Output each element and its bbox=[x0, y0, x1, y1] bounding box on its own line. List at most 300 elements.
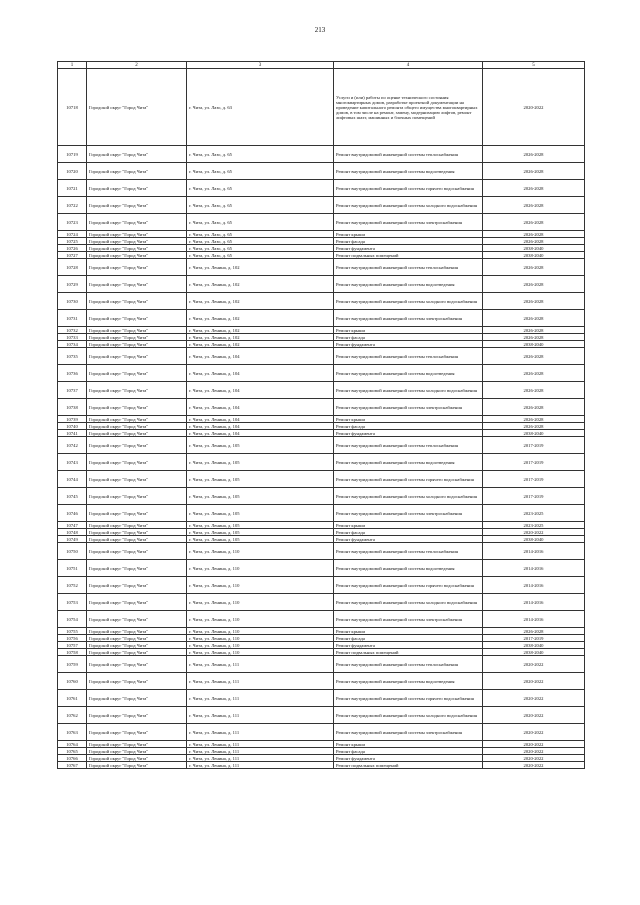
table-row bbox=[58, 252, 585, 259]
address-cell: г. Чита, ул. Ленина, д. 105 bbox=[187, 522, 334, 529]
address-cell: г. Чита, ул. Ленина, д. 110 bbox=[187, 642, 334, 649]
row-number: 10741 bbox=[58, 430, 87, 437]
table-row bbox=[58, 430, 585, 437]
work-type-cell: Ремонт фундамента bbox=[334, 341, 483, 348]
period-cell: 2023-2025 bbox=[483, 522, 585, 529]
municipality-cell: Городской округ "Город Чита" bbox=[87, 180, 187, 197]
work-type-cell: Ремонт фундамента bbox=[334, 536, 483, 543]
municipality-cell: Городской округ "Город Чита" bbox=[87, 423, 187, 430]
work-type-cell: Ремонт внутридомовой инженерной системы водоотведения bbox=[334, 365, 483, 382]
work-type-cell: Ремонт фундамента bbox=[334, 642, 483, 649]
address-cell: г. Чита, ул. Ленина, д. 110 bbox=[187, 594, 334, 611]
work-type-cell: Ремонт подвальных помещений bbox=[334, 762, 483, 769]
row-number: 10721 bbox=[58, 180, 87, 197]
period-cell: 2038-2040 bbox=[483, 430, 585, 437]
municipality-cell: Городской округ "Город Чита" bbox=[87, 252, 187, 259]
table-row bbox=[58, 399, 585, 416]
work-type-cell: Ремонт внутридомовой инженерной системы теплоснабжения bbox=[334, 437, 483, 454]
row-number: 10740 bbox=[58, 423, 87, 430]
period-cell: 2020-2022 bbox=[483, 748, 585, 755]
work-type-cell: Ремонт фасада bbox=[334, 238, 483, 245]
municipality-cell: Городской округ "Город Чита" bbox=[87, 594, 187, 611]
table-row bbox=[58, 594, 585, 611]
address-cell: г. Чита, ул. Ленина, д. 102 bbox=[187, 310, 334, 327]
work-type-cell: Ремонт внутридомовой инженерной системы водоотведения bbox=[334, 163, 483, 180]
work-type-cell: Ремонт внутридомовой инженерной системы водоотведения bbox=[334, 673, 483, 690]
address-cell: г. Чита, ул. Ленина, д. 102 bbox=[187, 341, 334, 348]
address-cell: г. Чита, ул. Ленина, д. 105 bbox=[187, 536, 334, 543]
address-cell: г. Чита, ул. Лазо, д. 65 bbox=[187, 252, 334, 259]
work-type-cell: Ремонт фундамента bbox=[334, 430, 483, 437]
table-row bbox=[58, 454, 585, 471]
work-type-cell: Ремонт фасада bbox=[334, 748, 483, 755]
period-cell: 2020-2022 bbox=[483, 656, 585, 673]
work-type-cell: Ремонт внутридомовой инженерной системы электроснабжения bbox=[334, 724, 483, 741]
table-row bbox=[58, 327, 585, 334]
table-row bbox=[58, 341, 585, 348]
row-number: 10734 bbox=[58, 341, 87, 348]
municipality-cell: Городской округ "Город Чита" bbox=[87, 673, 187, 690]
work-type-cell: Ремонт внутридомовой инженерной системы горячего водоснабжения bbox=[334, 180, 483, 197]
address-cell: г. Чита, ул. Лазо, д. 63 bbox=[187, 69, 334, 146]
period-cell: 2017-2019 bbox=[483, 488, 585, 505]
row-number: 10751 bbox=[58, 560, 87, 577]
table-row bbox=[58, 69, 585, 146]
municipality-cell: Городской округ "Город Чита" bbox=[87, 577, 187, 594]
period-cell: 2026-2028 bbox=[483, 197, 585, 214]
period-cell: 2026-2028 bbox=[483, 365, 585, 382]
period-cell: 2026-2028 bbox=[483, 327, 585, 334]
municipality-cell: Городской округ "Город Чита" bbox=[87, 611, 187, 628]
period-cell: 2017-2019 bbox=[483, 454, 585, 471]
table-row bbox=[58, 762, 585, 769]
table-row bbox=[58, 724, 585, 741]
table-row bbox=[58, 690, 585, 707]
table-row bbox=[58, 416, 585, 423]
work-type-cell: Ремонт внутридомовой инженерной системы горячего водоснабжения bbox=[334, 577, 483, 594]
address-cell: г. Чита, ул. Ленина, д. 104 bbox=[187, 365, 334, 382]
period-cell: 2026-2028 bbox=[483, 259, 585, 276]
row-number: 10746 bbox=[58, 505, 87, 522]
page-number: 213 bbox=[314, 26, 326, 34]
row-number: 10754 bbox=[58, 611, 87, 628]
work-type-cell: Ремонт внутридомовой инженерной системы водоотведения bbox=[334, 276, 483, 293]
address-cell: г. Чита, ул. Ленина, д. 102 bbox=[187, 259, 334, 276]
period-cell: 2020-2022 bbox=[483, 673, 585, 690]
address-cell: г. Чита, ул. Ленина, д. 111 bbox=[187, 762, 334, 769]
address-cell: г. Чита, ул. Ленина, д. 104 bbox=[187, 382, 334, 399]
row-number: 10759 bbox=[58, 656, 87, 673]
row-number: 10764 bbox=[58, 741, 87, 748]
municipality-cell: Городской округ "Город Чита" bbox=[87, 505, 187, 522]
table-row bbox=[58, 611, 585, 628]
table-row bbox=[58, 310, 585, 327]
address-cell: г. Чита, ул. Лазо, д. 65 bbox=[187, 180, 334, 197]
row-number: 10748 bbox=[58, 529, 87, 536]
row-number: 10720 bbox=[58, 163, 87, 180]
address-cell: г. Чита, ул. Ленина, д. 104 bbox=[187, 430, 334, 437]
row-number: 10767 bbox=[58, 762, 87, 769]
address-cell: г. Чита, ул. Ленина, д. 110 bbox=[187, 635, 334, 642]
municipality-cell: Городской округ "Город Чита" bbox=[87, 454, 187, 471]
address-cell: г. Чита, ул. Ленина, д. 105 bbox=[187, 505, 334, 522]
row-number: 10763 bbox=[58, 724, 87, 741]
table-row bbox=[58, 656, 585, 673]
address-cell: г. Чита, ул. Ленина, д. 102 bbox=[187, 293, 334, 310]
period-cell: 2026-2028 bbox=[483, 628, 585, 635]
row-number: 10732 bbox=[58, 327, 87, 334]
address-cell: г. Чита, ул. Ленина, д. 110 bbox=[187, 577, 334, 594]
municipality-cell: Городской округ "Город Чита" bbox=[87, 245, 187, 252]
municipality-cell: Городской округ "Город Чита" bbox=[87, 341, 187, 348]
table-row bbox=[58, 560, 585, 577]
table-row bbox=[58, 437, 585, 454]
work-type-cell: Ремонт внутридомовой инженерной системы теплоснабжения bbox=[334, 146, 483, 163]
table-row bbox=[58, 334, 585, 341]
row-number: 10765 bbox=[58, 748, 87, 755]
period-cell: 2038-2040 bbox=[483, 536, 585, 543]
work-type-cell: Ремонт внутридомовой инженерной системы горячего водоснабжения bbox=[334, 690, 483, 707]
period-cell: 2038-2040 bbox=[483, 649, 585, 656]
row-number: 10762 bbox=[58, 707, 87, 724]
municipality-cell: Городской округ "Город Чита" bbox=[87, 348, 187, 365]
row-number: 10761 bbox=[58, 690, 87, 707]
municipality-cell: Городской округ "Город Чита" bbox=[87, 197, 187, 214]
address-cell: г. Чита, ул. Ленина, д. 110 bbox=[187, 628, 334, 635]
municipality-cell: Городской округ "Город Чита" bbox=[87, 399, 187, 416]
address-cell: г. Чита, ул. Ленина, д. 105 bbox=[187, 529, 334, 536]
municipality-cell: Городской округ "Город Чита" bbox=[87, 310, 187, 327]
address-cell: г. Чита, ул. Ленина, д. 105 bbox=[187, 488, 334, 505]
table-row bbox=[58, 276, 585, 293]
work-type-cell: Ремонт внутридомовой инженерной системы теплоснабжения bbox=[334, 656, 483, 673]
address-cell: г. Чита, ул. Ленина, д. 111 bbox=[187, 755, 334, 762]
municipality-cell: Городской округ "Город Чита" bbox=[87, 649, 187, 656]
address-cell: г. Чита, ул. Лазо, д. 65 bbox=[187, 238, 334, 245]
municipality-cell: Городской округ "Город Чита" bbox=[87, 529, 187, 536]
period-cell: 2026-2028 bbox=[483, 348, 585, 365]
period-cell: 2014-2016 bbox=[483, 611, 585, 628]
municipality-cell: Городской округ "Город Чита" bbox=[87, 238, 187, 245]
municipality-cell: Городской округ "Город Чита" bbox=[87, 741, 187, 748]
table-row bbox=[58, 238, 585, 245]
table-row bbox=[58, 505, 585, 522]
address-cell: г. Чита, ул. Лазо, д. 65 bbox=[187, 245, 334, 252]
address-cell: г. Чита, ул. Ленина, д. 111 bbox=[187, 656, 334, 673]
address-cell: г. Чита, ул. Ленина, д. 104 bbox=[187, 423, 334, 430]
header-row bbox=[58, 62, 585, 69]
period-cell: 2038-2040 bbox=[483, 245, 585, 252]
period-cell: 2026-2028 bbox=[483, 423, 585, 430]
address-cell: г. Чита, ул. Лазо, д. 65 bbox=[187, 146, 334, 163]
row-number: 10755 bbox=[58, 628, 87, 635]
address-cell: г. Чита, ул. Ленина, д. 111 bbox=[187, 748, 334, 755]
address-cell: г. Чита, ул. Ленина, д. 104 bbox=[187, 416, 334, 423]
work-type-cell: Ремонт внутридомовой инженерной системы водоотведения bbox=[334, 560, 483, 577]
row-number: 10730 bbox=[58, 293, 87, 310]
municipality-cell: Городской округ "Город Чита" bbox=[87, 382, 187, 399]
address-cell: г. Чита, ул. Ленина, д. 110 bbox=[187, 560, 334, 577]
municipality-cell: Городской округ "Город Чита" bbox=[87, 656, 187, 673]
address-cell: г. Чита, ул. Ленина, д. 102 bbox=[187, 334, 334, 341]
municipality-cell: Городской округ "Город Чита" bbox=[87, 762, 187, 769]
row-number: 10722 bbox=[58, 197, 87, 214]
municipality-cell: Городской округ "Город Чита" bbox=[87, 724, 187, 741]
address-cell: г. Чита, ул. Ленина, д. 111 bbox=[187, 724, 334, 741]
municipality-cell: Городской округ "Город Чита" bbox=[87, 543, 187, 560]
table-row bbox=[58, 488, 585, 505]
table-row bbox=[58, 635, 585, 642]
address-cell: г. Чита, ул. Ленина, д. 105 bbox=[187, 437, 334, 454]
period-cell: 2014-2016 bbox=[483, 543, 585, 560]
table-row bbox=[58, 348, 585, 365]
municipality-cell: Городской округ "Город Чита" bbox=[87, 214, 187, 231]
municipality-cell: Городской округ "Город Чита" bbox=[87, 437, 187, 454]
work-type-cell: Ремонт внутридомовой инженерной системы электроснабжения bbox=[334, 399, 483, 416]
work-type-cell: Услуги и (или) работы по оценке технического состояния многоквартирных домов, разработке проектной документации на проведение капитального ремонта общего имущества многоквартирных домов, в том числе на ремонт, замену, модернизацию лифтов, ремонт лифтовых шахт, машинных и блочных помещений bbox=[334, 69, 483, 146]
period-cell: 2017-2019 bbox=[483, 471, 585, 488]
table-row bbox=[58, 163, 585, 180]
period-cell: 2026-2028 bbox=[483, 334, 585, 341]
column-header: 3 bbox=[187, 62, 334, 69]
municipality-cell: Городской округ "Город Чита" bbox=[87, 560, 187, 577]
work-type-cell: Ремонт фундамента bbox=[334, 755, 483, 762]
row-number: 10757 bbox=[58, 642, 87, 649]
work-type-cell: Ремонт крыши bbox=[334, 628, 483, 635]
table-row bbox=[58, 741, 585, 748]
table-row bbox=[58, 365, 585, 382]
row-number: 10723 bbox=[58, 214, 87, 231]
row-number: 10742 bbox=[58, 437, 87, 454]
period-cell: 2023-2025 bbox=[483, 505, 585, 522]
address-cell: г. Чита, ул. Ленина, д. 104 bbox=[187, 348, 334, 365]
work-type-cell: Ремонт внутридомовой инженерной системы холодного водоснабжения bbox=[334, 594, 483, 611]
municipality-cell: Городской округ "Город Чита" bbox=[87, 365, 187, 382]
table-row bbox=[58, 245, 585, 252]
work-type-cell: Ремонт внутридомовой инженерной системы теплоснабжения bbox=[334, 259, 483, 276]
municipality-cell: Городской округ "Город Чита" bbox=[87, 642, 187, 649]
table-row bbox=[58, 707, 585, 724]
address-cell: г. Чита, ул. Лазо, д. 65 bbox=[187, 163, 334, 180]
period-cell: 2026-2028 bbox=[483, 382, 585, 399]
period-cell: 2020-2022 bbox=[483, 741, 585, 748]
table-row bbox=[58, 293, 585, 310]
municipality-cell: Городской округ "Город Чита" bbox=[87, 259, 187, 276]
table-row bbox=[58, 628, 585, 635]
row-number: 10729 bbox=[58, 276, 87, 293]
period-cell: 2020-2022 bbox=[483, 724, 585, 741]
row-number: 10737 bbox=[58, 382, 87, 399]
table-row bbox=[58, 649, 585, 656]
address-cell: г. Чита, ул. Ленина, д. 110 bbox=[187, 611, 334, 628]
address-cell: г. Чита, ул. Лазо, д. 65 bbox=[187, 197, 334, 214]
period-cell: 2038-2040 bbox=[483, 341, 585, 348]
address-cell: г. Чита, ул. Ленина, д. 111 bbox=[187, 673, 334, 690]
table-row bbox=[58, 543, 585, 560]
municipality-cell: Городской округ "Город Чита" bbox=[87, 334, 187, 341]
work-type-cell: Ремонт внутридомовой инженерной системы электроснабжения bbox=[334, 505, 483, 522]
work-type-cell: Ремонт внутридомовой инженерной системы теплоснабжения bbox=[334, 543, 483, 560]
row-number: 10749 bbox=[58, 536, 87, 543]
period-cell: 2020-2022 bbox=[483, 69, 585, 146]
work-type-cell: Ремонт фасада bbox=[334, 529, 483, 536]
period-cell: 2017-2019 bbox=[483, 437, 585, 454]
address-cell: г. Чита, ул. Ленина, д. 110 bbox=[187, 649, 334, 656]
work-type-cell: Ремонт подвальных помещений bbox=[334, 649, 483, 656]
work-type-cell: Ремонт крыши bbox=[334, 231, 483, 238]
municipality-cell: Городской округ "Город Чита" bbox=[87, 327, 187, 334]
work-type-cell: Ремонт фасада bbox=[334, 635, 483, 642]
work-type-cell: Ремонт крыши bbox=[334, 327, 483, 334]
table-row bbox=[58, 471, 585, 488]
table-row bbox=[58, 231, 585, 238]
period-cell: 2026-2028 bbox=[483, 214, 585, 231]
period-cell: 2020-2022 bbox=[483, 707, 585, 724]
column-header: 2 bbox=[87, 62, 187, 69]
row-number: 10766 bbox=[58, 755, 87, 762]
row-number: 10738 bbox=[58, 399, 87, 416]
municipality-cell: Городской округ "Город Чита" bbox=[87, 416, 187, 423]
work-type-cell: Ремонт внутридомовой инженерной системы холодного водоснабжения bbox=[334, 707, 483, 724]
row-number: 10753 bbox=[58, 594, 87, 611]
table-row bbox=[58, 522, 585, 529]
work-type-cell: Ремонт внутридомовой инженерной системы холодного водоснабжения bbox=[334, 293, 483, 310]
period-cell: 2017-2019 bbox=[483, 635, 585, 642]
row-number: 10745 bbox=[58, 488, 87, 505]
period-cell: 2026-2028 bbox=[483, 276, 585, 293]
period-cell: 2020-2022 bbox=[483, 529, 585, 536]
work-type-cell: Ремонт внутридомовой инженерной системы холодного водоснабжения bbox=[334, 382, 483, 399]
address-cell: г. Чита, ул. Лазо, д. 65 bbox=[187, 214, 334, 231]
table-row bbox=[58, 755, 585, 762]
work-type-cell: Ремонт фасада bbox=[334, 334, 483, 341]
work-type-cell: Ремонт внутридомовой инженерной системы электроснабжения bbox=[334, 611, 483, 628]
municipality-cell: Городской округ "Город Чита" bbox=[87, 748, 187, 755]
row-number: 10725 bbox=[58, 238, 87, 245]
table-row bbox=[58, 673, 585, 690]
municipality-cell: Городской округ "Город Чита" bbox=[87, 628, 187, 635]
address-cell: г. Чита, ул. Ленина, д. 104 bbox=[187, 399, 334, 416]
row-number: 10724 bbox=[58, 231, 87, 238]
municipality-cell: Городской округ "Город Чита" bbox=[87, 276, 187, 293]
municipality-cell: Городской округ "Город Чита" bbox=[87, 536, 187, 543]
table-row bbox=[58, 180, 585, 197]
municipality-cell: Городской округ "Город Чита" bbox=[87, 522, 187, 529]
work-type-cell: Ремонт фундамента bbox=[334, 245, 483, 252]
period-cell: 2026-2028 bbox=[483, 180, 585, 197]
municipality-cell: Городской округ "Город Чита" bbox=[87, 293, 187, 310]
municipality-cell: Городской округ "Город Чита" bbox=[87, 69, 187, 146]
work-type-cell: Ремонт подвальных помещений bbox=[334, 252, 483, 259]
row-number: 10758 bbox=[58, 649, 87, 656]
table-row bbox=[58, 748, 585, 755]
address-cell: г. Чита, ул. Ленина, д. 105 bbox=[187, 454, 334, 471]
address-cell: г. Чита, ул. Ленина, д. 111 bbox=[187, 690, 334, 707]
row-number: 10752 bbox=[58, 577, 87, 594]
work-type-cell: Ремонт внутридомовой инженерной системы холодного водоснабжения bbox=[334, 197, 483, 214]
column-header: 4 bbox=[334, 62, 483, 69]
municipality-cell: Городской округ "Город Чита" bbox=[87, 755, 187, 762]
table-row bbox=[58, 642, 585, 649]
work-type-cell: Ремонт крыши bbox=[334, 416, 483, 423]
row-number: 10760 bbox=[58, 673, 87, 690]
work-type-cell: Ремонт фасада bbox=[334, 423, 483, 430]
period-cell: 2038-2040 bbox=[483, 642, 585, 649]
address-cell: г. Чита, ул. Ленина, д. 111 bbox=[187, 741, 334, 748]
municipality-cell: Городской округ "Город Чита" bbox=[87, 488, 187, 505]
work-type-cell: Ремонт внутридомовой инженерной системы водоотведения bbox=[334, 454, 483, 471]
municipality-cell: Городской округ "Город Чита" bbox=[87, 231, 187, 238]
row-number: 10719 bbox=[58, 146, 87, 163]
row-number: 10726 bbox=[58, 245, 87, 252]
period-cell: 2020-2022 bbox=[483, 690, 585, 707]
table-row bbox=[58, 577, 585, 594]
period-cell: 2026-2028 bbox=[483, 163, 585, 180]
municipality-cell: Городской округ "Город Чита" bbox=[87, 635, 187, 642]
address-cell: г. Чита, ул. Ленина, д. 110 bbox=[187, 543, 334, 560]
row-number: 10739 bbox=[58, 416, 87, 423]
table-row bbox=[58, 146, 585, 163]
row-number: 10750 bbox=[58, 543, 87, 560]
row-number: 10756 bbox=[58, 635, 87, 642]
table-row bbox=[58, 423, 585, 430]
address-cell: г. Чита, ул. Лазо, д. 65 bbox=[187, 231, 334, 238]
table-body bbox=[58, 62, 585, 769]
municipality-cell: Городской округ "Город Чита" bbox=[87, 163, 187, 180]
address-cell: г. Чита, ул. Ленина, д. 105 bbox=[187, 471, 334, 488]
period-cell: 2014-2016 bbox=[483, 594, 585, 611]
table-row bbox=[58, 382, 585, 399]
municipality-cell: Городской округ "Город Чита" bbox=[87, 707, 187, 724]
work-type-cell: Ремонт крыши bbox=[334, 522, 483, 529]
table-row bbox=[58, 529, 585, 536]
row-number: 10747 bbox=[58, 522, 87, 529]
period-cell: 2014-2016 bbox=[483, 560, 585, 577]
repair-schedule-table bbox=[57, 61, 585, 769]
row-number: 10733 bbox=[58, 334, 87, 341]
work-type-cell: Ремонт внутридомовой инженерной системы электроснабжения bbox=[334, 214, 483, 231]
table-row bbox=[58, 536, 585, 543]
address-cell: г. Чита, ул. Ленина, д. 102 bbox=[187, 276, 334, 293]
work-type-cell: Ремонт внутридомовой инженерной системы теплоснабжения bbox=[334, 348, 483, 365]
municipality-cell: Городской округ "Город Чита" bbox=[87, 430, 187, 437]
row-number: 10744 bbox=[58, 471, 87, 488]
row-number: 10718 bbox=[58, 69, 87, 146]
address-cell: г. Чита, ул. Ленина, д. 111 bbox=[187, 707, 334, 724]
period-cell: 2026-2028 bbox=[483, 416, 585, 423]
work-type-cell: Ремонт внутридомовой инженерной системы горячего водоснабжения bbox=[334, 471, 483, 488]
period-cell: 2026-2028 bbox=[483, 293, 585, 310]
row-number: 10727 bbox=[58, 252, 87, 259]
row-number: 10743 bbox=[58, 454, 87, 471]
table-row bbox=[58, 197, 585, 214]
work-type-cell: Ремонт внутридомовой инженерной системы холодного водоснабжения bbox=[334, 488, 483, 505]
period-cell: 2026-2028 bbox=[483, 146, 585, 163]
municipality-cell: Городской округ "Город Чита" bbox=[87, 471, 187, 488]
address-cell: г. Чита, ул. Ленина, д. 102 bbox=[187, 327, 334, 334]
work-type-cell: Ремонт внутридомовой инженерной системы электроснабжения bbox=[334, 310, 483, 327]
period-cell: 2026-2028 bbox=[483, 399, 585, 416]
period-cell: 2026-2028 bbox=[483, 238, 585, 245]
work-type-cell: Ремонт крыши bbox=[334, 741, 483, 748]
column-header: 1 bbox=[58, 62, 87, 69]
period-cell: 2026-2028 bbox=[483, 310, 585, 327]
period-cell: 2026-2028 bbox=[483, 231, 585, 238]
table-row bbox=[58, 259, 585, 276]
row-number: 10736 bbox=[58, 365, 87, 382]
municipality-cell: Городской округ "Город Чита" bbox=[87, 690, 187, 707]
row-number: 10728 bbox=[58, 259, 87, 276]
